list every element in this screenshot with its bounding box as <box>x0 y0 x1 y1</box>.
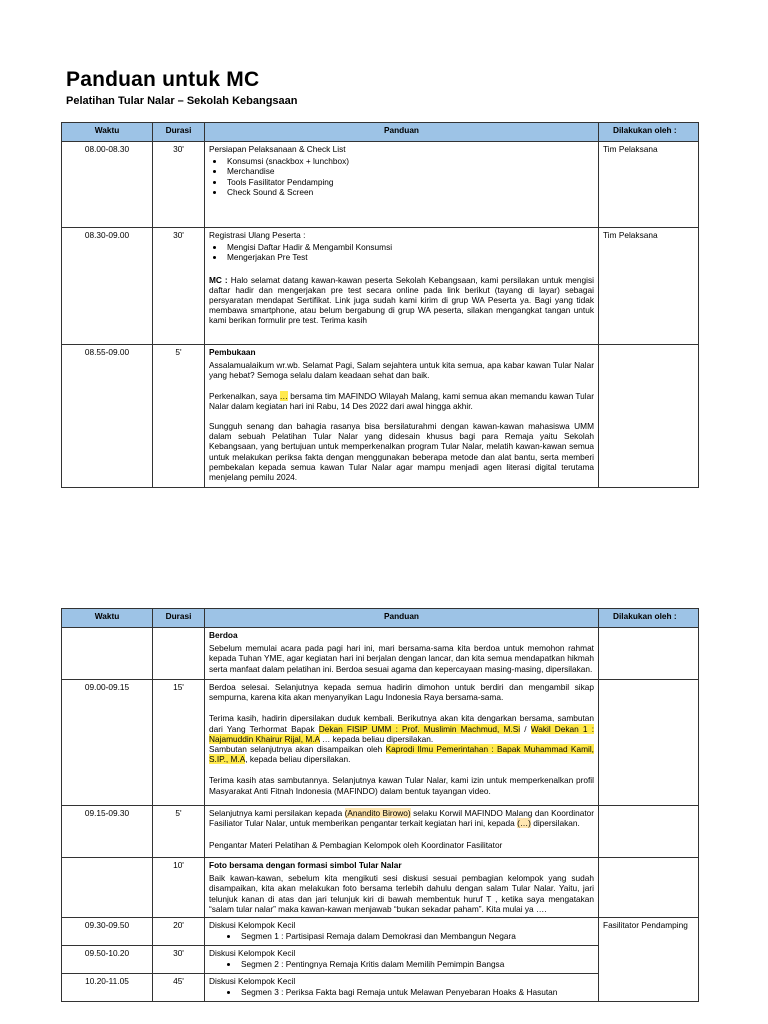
segment-list <box>209 987 594 997</box>
time-cell: 09.30-09.50 <box>62 918 153 946</box>
paragraph: Terima kasih atas sambutannya. Selanjutnya kawan Tular Nalar, kami izin untuk memperkenalkan profil Masyarakat Anti Fitnah Indonesia (MAFINDO) dalam bentuk tayangan video. <box>209 775 594 796</box>
guide-cell <box>205 918 599 946</box>
guide-title: Pembukaan <box>209 347 256 357</box>
paragraph: Sebelum memulai acara pada pagi hari ini, mari bersama-sama kita berdoa untuk memohon rahmat kepada Tuhan YME, agar kegiatan hari ini berjalan dengan lancar, dan kita semua mendapatkan hikmah serta manfaat dalam pelatihan ini. Berdoa sesuai agama dan kepercayaan masing-masing, dipersilakan. <box>209 643 594 674</box>
guide-title: Diskusi Kelompok Kecil <box>209 976 296 986</box>
list-item: • Merchandise <box>225 166 594 176</box>
mc-script <box>209 275 594 326</box>
guide-title: Persiapan Pelaksanaan & Check List <box>209 144 346 154</box>
table-row <box>62 345 699 488</box>
header-durasi: Durasi <box>153 123 205 142</box>
text-span: selaku Korwil MAFINDO Malang dan Koordinator Fasiliator Tular Nalar, untuk memberikan pengantar terkait kegiatan hari ini, kepada <box>209 808 595 829</box>
guide-cell <box>205 628 599 680</box>
duration-cell: 45' <box>153 974 205 1002</box>
list-item: • Segmen 3 : Periksa Fakta bagi Remaja untuk Melawan Penyebaran Hoaks & Hasutan <box>239 987 594 997</box>
performer-cell <box>599 806 699 858</box>
text-span: dipersilakan. <box>530 818 580 829</box>
table-header-row <box>62 123 699 142</box>
guide-cell <box>205 946 599 974</box>
guide-title: Berdoa <box>209 630 238 640</box>
highlight-vice-dean: Wakil Dekan 1 : Najamuddin Khairur Rijal, M.A <box>209 723 595 744</box>
table-row <box>62 918 699 946</box>
performer-cell <box>599 858 699 918</box>
duration-cell: 5' <box>153 806 205 858</box>
text-span: Selanjutnya kami persilakan kepada <box>209 808 345 818</box>
header-panduan: Panduan <box>205 123 599 142</box>
highlight-name: … <box>279 390 288 401</box>
list-item: • Mengerjakan Pre Test <box>225 252 594 262</box>
duration-cell: 15' <box>153 680 205 806</box>
list-item: • Konsumsi (snackbox + lunchbox) <box>225 156 594 166</box>
paragraph <box>209 713 594 744</box>
time-cell <box>62 628 153 680</box>
list-item: • Segmen 2 : Pentingnya Remaja Kritis dalam Memilih Pemimpin Bangsa <box>239 959 594 969</box>
header-dilakukan-oleh: Dilakukan oleh : <box>599 123 699 142</box>
paragraph <box>209 391 594 411</box>
guide-cell <box>205 142 599 228</box>
performer-cell <box>599 628 699 680</box>
text-span: , kepada beliau dipersilakan. <box>245 754 351 765</box>
text-span: Sambutan selanjutnya akan disampaikan oleh <box>209 744 386 755</box>
guide-cell <box>205 806 599 858</box>
duration-cell: 30' <box>153 142 205 228</box>
list-item: • Segmen 1 : Partisipasi Remaja dalam Demokrasi dan Membangun Negara <box>239 931 594 941</box>
table-row <box>62 142 699 228</box>
duration-cell: 10' <box>153 858 205 918</box>
list-item: • Tools Fasilitator Pendamping <box>225 177 594 187</box>
schedule-table-2 <box>61 608 699 1002</box>
table-row <box>62 228 699 345</box>
table-row <box>62 858 699 918</box>
text-span: / <box>520 723 531 734</box>
duration-cell: 30' <box>153 228 205 345</box>
time-cell: 10.20-11.05 <box>62 974 153 1002</box>
duration-cell: 20' <box>153 918 205 946</box>
guide-cell <box>205 974 599 1002</box>
time-cell: 08.00-08.30 <box>62 142 153 228</box>
mc-label: MC : <box>209 274 228 285</box>
performer-cell <box>599 680 699 806</box>
highlight-name: (…) <box>517 818 531 829</box>
table-row <box>62 806 699 858</box>
highlight-korwil: (Anandito Birowo) <box>344 808 411 818</box>
checklist <box>209 242 594 262</box>
list-item: • Mengisi Daftar Hadir & Mengambil Konsumsi <box>225 242 594 252</box>
segment-list <box>209 959 594 969</box>
paragraph: Berdoa selesai. Selanjutnya kepada semua hadirin dimohon untuk berdiri dan mengambil sikap sempurna, karena kita akan menyanyikan Lagu Indonesia Raya bersama-sama. <box>209 682 594 703</box>
duration-cell <box>153 628 205 680</box>
time-cell <box>62 858 153 918</box>
header-dilakukan-oleh: Dilakukan oleh : <box>599 609 699 628</box>
performer-cell: Fasilitator Pendamping <box>599 918 699 1002</box>
table-header-row <box>62 609 699 628</box>
performer-cell <box>599 345 699 488</box>
guide-title: Foto bersama dengan formasi simbol Tular Nalar <box>209 860 402 870</box>
highlight-kaprodi: Kaprodi Ilmu Pemerintahan : Bapak Muhammad Kamil, S.IP., M.A <box>209 744 594 765</box>
paragraph: Sungguh senang dan bahagia rasanya bisa bersilaturahmi dengan kawan-kawan mahasiswa UMM dalam sebuah Pelatihan Tular Nalar yang didesain khusus bagi para Remaja yaitu Sekolah Kebangsaan, yang bertujuan untuk memperkenalkan program Tular Nalar, melatih kawan-kawan semua untuk melakukan periksa fakta dengan menggunakan beberapa metode dan alat bantu, serta memberi pembekalan kepada semua kawan Tular Nalar agar mampu menjadi agen literasi digital terutama menjelang pemilu 2024. <box>209 421 594 483</box>
duration-cell: 5' <box>153 345 205 488</box>
time-cell: 09.50-10.20 <box>62 946 153 974</box>
page-title: Panduan untuk MC <box>66 68 260 91</box>
paragraph <box>209 808 594 828</box>
schedule-table-1 <box>61 122 699 488</box>
header-waktu: Waktu <box>62 609 153 628</box>
performer-cell: Tim Pelaksana <box>599 142 699 228</box>
duration-cell: 30' <box>153 946 205 974</box>
segment-list <box>209 931 594 941</box>
list-item: • Check Sound & Screen <box>225 187 594 197</box>
paragraph: Baik kawan-kawan, sebelum kita mengikuti sesi diskusi sesuai pembagian kelompok yang sudah disampaikan, kita akan melakukan foto bersama terlebih dahulu dengan salam Tular Nalar. Yaitu, jari telunjuk kanan di atas dan jari telunjuk kiri di bawah membentuk huruf T , ketika saya mengatakan “salam tular nalar” maka kawan-kawan menjawab “bukan sekadar paham”. Kita mulai ya …. <box>209 873 594 914</box>
text-span: … kepada beliau dipersilakan. <box>319 733 434 744</box>
highlight-dean: Dekan FISIP UMM : Prof. Muslimin Machmud, M.Si <box>318 723 521 734</box>
text-span: Terima kasih, hadirin dipersilakan duduk kembali. Berikutnya akan kita dengarkan bersama, sambutan dari Yang Terhormat Bapak <box>209 713 594 734</box>
page-subtitle: Pelatihan Tular Nalar – Sekolah Kebangsaan <box>66 95 298 107</box>
time-cell: 08.55-09.00 <box>62 345 153 488</box>
text-span: Perkenalkan, saya <box>209 390 280 401</box>
guide-title: Diskusi Kelompok Kecil <box>209 948 296 958</box>
performer-cell: Tim Pelaksana <box>599 228 699 345</box>
text-span: bersama tim MAFINDO Wilayah Malang, kami semua akan memandu kawan Tular Nalar dalam kegiatan hari ini Rabu, 14 Des 2022 dari awal hingga akhir. <box>209 390 594 411</box>
guide-title: Diskusi Kelompok Kecil <box>209 920 296 930</box>
guide-title: Registrasi Ulang Peserta : <box>209 230 306 240</box>
table-row <box>62 628 699 680</box>
mc-text: Halo selamat datang kawan-kawan peserta Sekolah Kebangsaan, kami persilakan untuk mengisi daftar hadir dan mengerjakan pre test secara online pada link berikut (tayang di layar) sebagai persyaratan mendapat Sertifikat. Link juga sudah kami kirim di grup WA Peserta ya. Bagi yang tidak membawa smartphone, atau belum bergabung di grup WA peserta, silakan mengangkat tangan untuk kami berikan formulir pre test. Terima kasih <box>209 274 594 326</box>
header-panduan: Panduan <box>205 609 599 628</box>
guide-cell <box>205 858 599 918</box>
guide-cell <box>205 228 599 345</box>
paragraph: Pengantar Materi Pelatihan & Pembagian Kelompok oleh Koordinator Fasilitator <box>209 840 503 851</box>
time-cell: 09.00-09.15 <box>62 680 153 806</box>
time-cell: 08.30-09.00 <box>62 228 153 345</box>
header-durasi: Durasi <box>153 609 205 628</box>
guide-cell <box>205 345 599 488</box>
paragraph: Assalamualaikum wr.wb. Selamat Pagi, Salam sejahtera untuk kita semua, apa kabar kawan Tular Nalar yang hebat? Semoga selalu dalam keadaan sehat dan baik. <box>209 360 594 381</box>
guide-cell <box>205 680 599 806</box>
checklist <box>209 156 594 197</box>
time-cell: 09.15-09.30 <box>62 806 153 858</box>
paragraph <box>209 744 594 764</box>
table-row <box>62 680 699 806</box>
header-waktu: Waktu <box>62 123 153 142</box>
